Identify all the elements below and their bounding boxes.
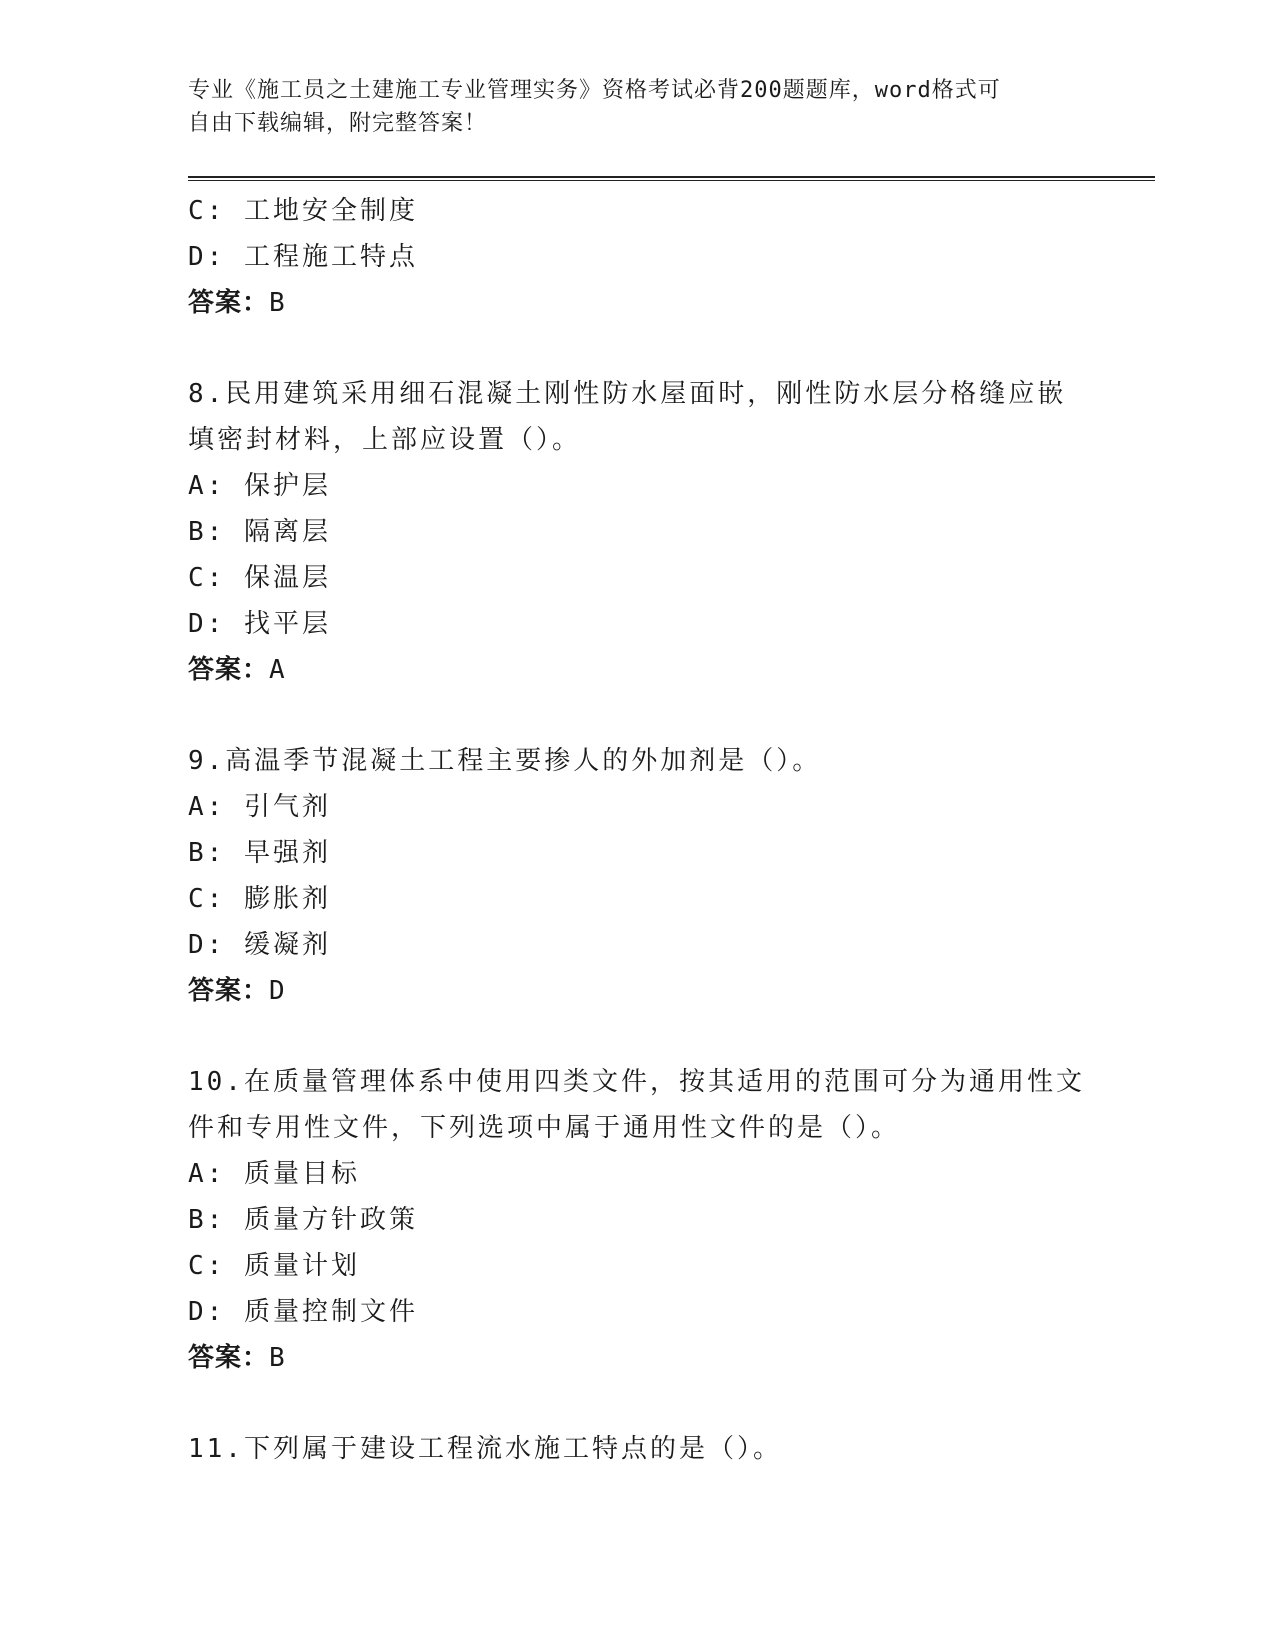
option-letter: D: <box>188 609 226 639</box>
question-list <box>188 188 1088 1472</box>
option-b <box>188 1197 1088 1243</box>
question-stem-line-1: 11.下列属于建设工程流水施工特点的是（）。 <box>188 1434 782 1464</box>
answer-label: 答案： <box>188 976 270 1006</box>
option-letter: B: <box>188 1205 226 1235</box>
question-10 <box>188 1059 1088 1381</box>
answer-line <box>188 968 1088 1014</box>
option-d <box>188 1289 1088 1335</box>
option-letter: D: <box>188 1297 226 1327</box>
option-text: 引气剂 <box>243 792 331 822</box>
answer-value: B <box>269 1343 286 1373</box>
option-text: 保护层 <box>243 471 331 501</box>
answer-line <box>188 647 1088 693</box>
question-stem-line-2: 填密封材料，上部应设置（）。 <box>188 425 582 455</box>
option-text: 质量方针政策 <box>243 1205 418 1235</box>
option-letter: A: <box>188 471 226 501</box>
option-text: 工地安全制度 <box>243 196 418 226</box>
answer-label: 答案： <box>188 288 270 318</box>
option-d <box>188 922 1088 968</box>
question-11 <box>188 1426 1088 1472</box>
carryover-block <box>188 188 1088 326</box>
answer-value: B <box>269 288 286 318</box>
question-stem-line-2: 件和专用性文件，下列选项中属于通用性文件的是（）。 <box>188 1113 901 1143</box>
option-letter: C: <box>188 196 226 226</box>
option-c <box>188 876 1088 922</box>
answer-value: D <box>269 976 286 1006</box>
option-b <box>188 830 1088 876</box>
option-text: 工程施工特点 <box>243 242 418 272</box>
option-letter: B: <box>188 838 226 868</box>
option-letter: A: <box>188 792 226 822</box>
option-c <box>188 188 1088 234</box>
option-a <box>188 463 1088 509</box>
question-stem-line-1: 9.高温季节混凝土工程主要掺人的外加剂是（）。 <box>188 746 822 776</box>
option-letter: A: <box>188 1159 226 1189</box>
option-letter: B: <box>188 517 226 547</box>
question-stem-line-1: 8.民用建筑采用细石混凝土刚性防水屋面时，刚性防水层分格缝应嵌 <box>188 379 1067 409</box>
option-c <box>188 555 1088 601</box>
answer-line <box>188 280 1088 326</box>
question-stem-line-1: 10.在质量管理体系中使用四类文件，按其适用的范围可分为通用性文 <box>188 1067 1085 1097</box>
spacer <box>188 1014 1088 1059</box>
option-text: 缓凝剂 <box>243 930 331 960</box>
option-text: 隔离层 <box>243 517 331 547</box>
option-a <box>188 1151 1088 1197</box>
header-title-line-2: 自由下载编辑，附完整答案！ <box>188 111 488 136</box>
option-c <box>188 1243 1088 1289</box>
option-text: 质量控制文件 <box>243 1297 418 1327</box>
header-title-line-1: 专业《施工员之土建施工专业管理实务》资格考试必背200题题库，word格式可 <box>188 78 1001 103</box>
answer-label: 答案： <box>188 655 270 685</box>
header-divider <box>188 176 1155 181</box>
answer-line <box>188 1335 1088 1381</box>
option-d <box>188 601 1088 647</box>
option-letter: C: <box>188 1251 226 1281</box>
option-text: 质量计划 <box>243 1251 360 1281</box>
option-text: 保温层 <box>243 563 331 593</box>
option-letter: D: <box>188 930 226 960</box>
document-header <box>188 74 1088 140</box>
spacer <box>188 326 1088 371</box>
spacer <box>188 693 1088 738</box>
option-a <box>188 784 1088 830</box>
question-9 <box>188 738 1088 1014</box>
option-d <box>188 234 1088 280</box>
option-b <box>188 509 1088 555</box>
option-letter: C: <box>188 884 226 914</box>
option-text: 早强剂 <box>243 838 331 868</box>
option-text: 质量目标 <box>243 1159 360 1189</box>
question-8 <box>188 371 1088 693</box>
option-letter: C: <box>188 563 226 593</box>
option-text: 膨胀剂 <box>243 884 331 914</box>
option-letter: D: <box>188 242 226 272</box>
answer-value: A <box>269 655 286 685</box>
option-text: 找平层 <box>243 609 331 639</box>
spacer <box>188 1381 1088 1426</box>
answer-label: 答案： <box>188 1343 270 1373</box>
